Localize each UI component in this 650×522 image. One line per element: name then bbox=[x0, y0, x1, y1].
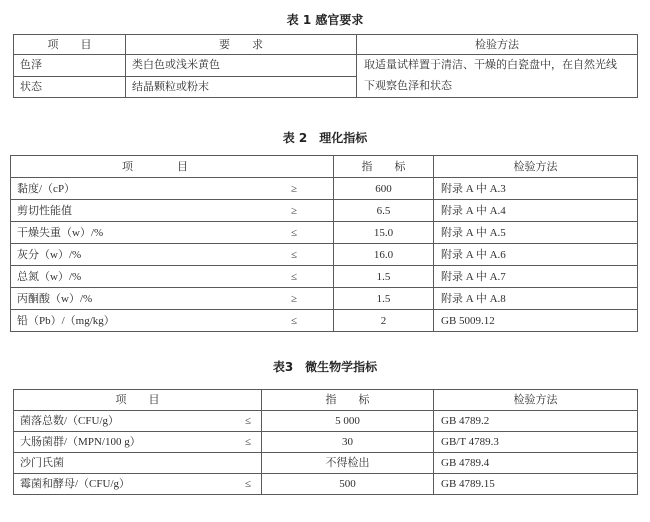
method-cell: GB 4789.2 bbox=[434, 411, 638, 432]
header-method: 检验方法 bbox=[357, 35, 638, 55]
method-cell: GB 4789.15 bbox=[434, 474, 638, 495]
header-item: 项 目 bbox=[14, 35, 126, 55]
header-value: 指 标 bbox=[262, 390, 434, 411]
item-wrap bbox=[17, 314, 327, 328]
comparator: ≤ bbox=[244, 436, 251, 448]
method-cell: GB/T 4789.3 bbox=[434, 432, 638, 453]
value-cell: 30 bbox=[262, 432, 434, 453]
table-row bbox=[14, 474, 638, 495]
header-item: 项 目 bbox=[11, 156, 334, 178]
value-cell: 2 bbox=[334, 310, 434, 332]
item-wrap bbox=[17, 182, 327, 196]
table-title: 表3 微生物学指标 bbox=[272, 360, 378, 374]
physicochemical-indicators-table bbox=[10, 155, 638, 332]
table-row bbox=[11, 200, 638, 222]
table-row bbox=[11, 288, 638, 310]
item-cell bbox=[11, 266, 334, 288]
item-label: 剪切性能值 bbox=[17, 204, 72, 217]
method-cell: 附录 A 中 A.6 bbox=[434, 244, 638, 266]
item-wrap bbox=[20, 414, 255, 428]
comparator: ≤ bbox=[244, 415, 251, 427]
comparator: ≥ bbox=[290, 292, 297, 305]
item-cell bbox=[14, 411, 262, 432]
item-wrap bbox=[17, 226, 327, 240]
table-row bbox=[11, 244, 638, 266]
item-cell bbox=[14, 474, 262, 495]
table-row bbox=[14, 411, 638, 432]
table-header-row bbox=[14, 35, 638, 55]
item-wrap bbox=[17, 270, 327, 284]
value-cell: 1.5 bbox=[334, 288, 434, 310]
method-cell: 附录 A 中 A.5 bbox=[434, 222, 638, 244]
item-wrap bbox=[20, 435, 255, 449]
value-cell: 1.5 bbox=[334, 266, 434, 288]
comparator: ≤ bbox=[244, 478, 251, 490]
table-row bbox=[14, 432, 638, 453]
microbiological-indicators-table bbox=[13, 389, 638, 495]
item-label: 干燥失重（w）/% bbox=[17, 226, 104, 239]
header-requirement: 要 求 bbox=[126, 35, 357, 55]
item-label: 霉菌和酵母/（CFU/g） bbox=[20, 478, 131, 490]
item-label: 沙门氏菌 bbox=[20, 457, 64, 469]
method-cell: GB 4789.4 bbox=[434, 453, 638, 474]
item-wrap bbox=[17, 292, 327, 306]
method-cell: 附录 A 中 A.4 bbox=[434, 200, 638, 222]
table-title: 表 1 感官要求 bbox=[286, 13, 364, 27]
method-cell: 附录 A 中 A.7 bbox=[434, 266, 638, 288]
table-row bbox=[11, 222, 638, 244]
sensory-requirements-table bbox=[13, 34, 638, 98]
item-cell bbox=[11, 288, 334, 310]
comparator: ≥ bbox=[290, 204, 297, 217]
method-cell: 附录 A 中 A.8 bbox=[434, 288, 638, 310]
item-wrap bbox=[20, 456, 255, 470]
table-row bbox=[11, 266, 638, 288]
header-value: 指 标 bbox=[334, 156, 434, 178]
table-header-row bbox=[11, 156, 638, 178]
header-item: 项 目 bbox=[14, 390, 262, 411]
method-cell: GB 5009.12 bbox=[434, 310, 638, 332]
value-cell: 500 bbox=[262, 474, 434, 495]
comparator: ≥ bbox=[290, 182, 297, 195]
item-label: 灰分（w）/% bbox=[17, 248, 82, 261]
table-row bbox=[11, 178, 638, 200]
value-cell: 600 bbox=[334, 178, 434, 200]
table-row bbox=[11, 310, 638, 332]
value-cell: 16.0 bbox=[334, 244, 434, 266]
value-cell: 6.5 bbox=[334, 200, 434, 222]
method-cell: 附录 A 中 A.3 bbox=[434, 178, 638, 200]
item-label: 铅（Pb）/（mg/kg） bbox=[17, 314, 115, 327]
item-cell bbox=[11, 178, 334, 200]
comparator: ≤ bbox=[290, 248, 297, 261]
item-wrap bbox=[20, 477, 255, 491]
value-cell: 15.0 bbox=[334, 222, 434, 244]
comparator: ≤ bbox=[290, 226, 297, 239]
item-wrap bbox=[17, 204, 327, 218]
header-method: 检验方法 bbox=[434, 390, 638, 411]
header-method: 检验方法 bbox=[434, 156, 638, 178]
comparator: ≤ bbox=[290, 270, 297, 283]
item-cell: 色泽 bbox=[14, 55, 126, 77]
comparator: ≤ bbox=[290, 314, 297, 327]
value-cell: 5 000 bbox=[262, 411, 434, 432]
item-cell bbox=[14, 432, 262, 453]
item-wrap bbox=[17, 248, 327, 262]
requirement-cell: 结晶颗粒或粉末 bbox=[126, 76, 357, 98]
item-cell bbox=[11, 222, 334, 244]
item-label: 总氮（w）/% bbox=[17, 270, 82, 283]
item-cell bbox=[14, 453, 262, 474]
item-label: 丙酮酸（w）/% bbox=[17, 292, 93, 305]
table-row bbox=[14, 453, 638, 474]
table-row bbox=[14, 55, 638, 77]
item-cell bbox=[11, 310, 334, 332]
item-cell: 状态 bbox=[14, 76, 126, 98]
item-label: 菌落总数/（CFU/g） bbox=[20, 415, 120, 427]
requirement-cell: 类白色或浅米黄色 bbox=[126, 55, 357, 77]
item-label: 黏度/（cP） bbox=[17, 182, 76, 195]
item-cell bbox=[11, 200, 334, 222]
table-title: 表 2 理化指标 bbox=[282, 131, 368, 145]
item-label: 大肠菌群/（MPN/100 g） bbox=[20, 436, 141, 448]
method-cell: 取适量试样置于清洁、干燥的白瓷盘中，在自然光线下观察色泽和状态 bbox=[357, 55, 638, 98]
table-header-row bbox=[14, 390, 638, 411]
value-cell: 不得检出 bbox=[262, 453, 434, 474]
item-cell bbox=[11, 244, 334, 266]
